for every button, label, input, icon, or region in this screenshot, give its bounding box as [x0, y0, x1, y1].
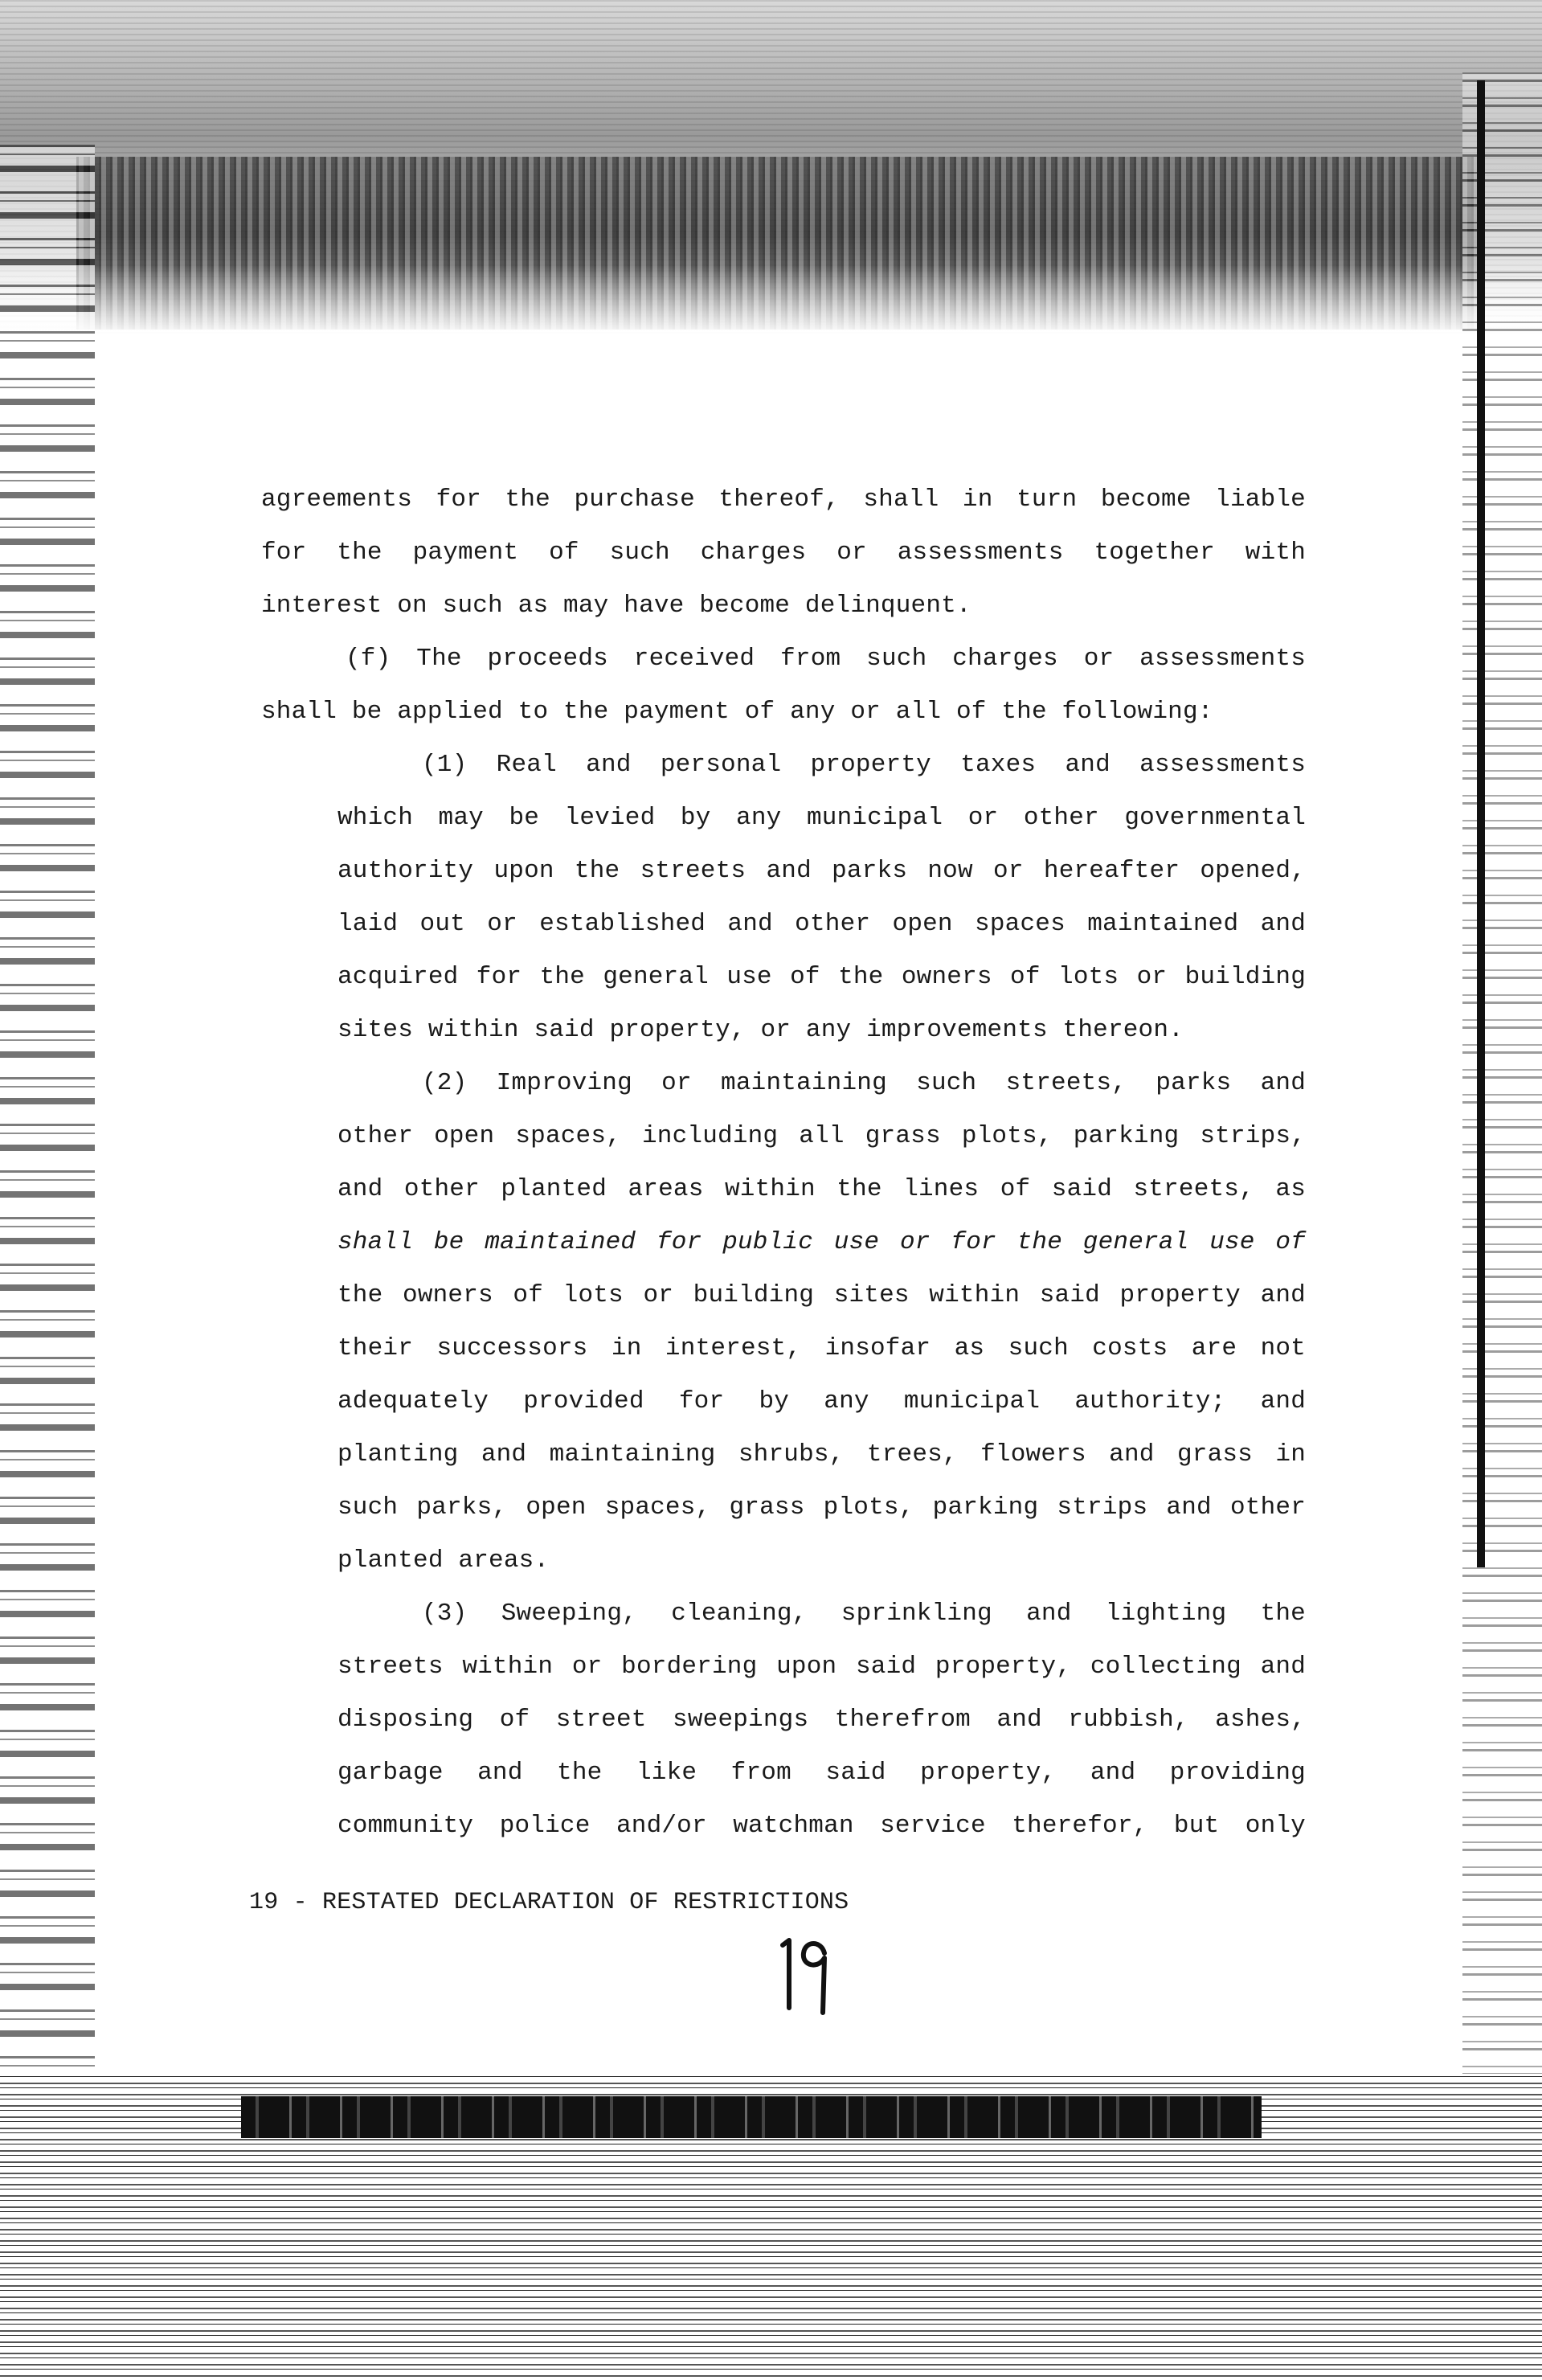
- text-line: which may be levied by any municipal or other governmental: [337, 804, 1306, 832]
- text-line: (2) Improving or maintaining such streets, parks and: [422, 1069, 1306, 1097]
- text-line: agreements for the purchase thereof, shall in turn become liable: [261, 485, 1306, 514]
- text-line: such parks, open spaces, grass plots, parking strips and other: [337, 1493, 1306, 1522]
- text-line: garbage and the like from said property, and providing: [337, 1759, 1306, 1787]
- text-line: acquired for the general use of the owners of lots or building: [337, 963, 1306, 991]
- text-line: community police and/or watchman service therefor, but only: [337, 1812, 1306, 1840]
- text-line: shall be maintained for public use or for the general use of: [337, 1228, 1306, 1256]
- text-line: interest on such as may have become delinquent.: [261, 592, 971, 620]
- text-line: sites within said property, or any improvements thereon.: [337, 1016, 1184, 1044]
- page-footer: 19 - RESTATED DECLARATION OF RESTRICTIONS: [249, 1889, 849, 1916]
- text-line: their successors in interest, insofar as such costs are not: [337, 1334, 1306, 1362]
- text-line: (3) Sweeping, cleaning, sprinkling and lighting the: [422, 1600, 1306, 1628]
- text-line: for the payment of such charges or assessments together with: [261, 539, 1306, 567]
- handwritten-page-number: [771, 1929, 836, 2017]
- text-line: authority upon the streets and parks now or hereafter opened,: [337, 857, 1306, 885]
- text-line: shall be applied to the payment of any or all of the following:: [261, 698, 1213, 726]
- text-line: (1) Real and personal property taxes and assessments: [422, 751, 1306, 779]
- text-line: and other planted areas within the lines of said streets, as: [337, 1175, 1306, 1203]
- text-line: other open spaces, including all grass plots, parking strips,: [337, 1122, 1306, 1150]
- text-line: adequately provided for by any municipal authority; and: [337, 1387, 1306, 1415]
- text-line: disposing of street sweepings therefrom and rubbish, ashes,: [337, 1706, 1306, 1734]
- text-line: planted areas.: [337, 1546, 550, 1575]
- text-line: streets within or bordering upon said property, collecting and: [337, 1653, 1306, 1681]
- text-line: planting and maintaining shrubs, trees, flowers and grass in: [337, 1440, 1306, 1469]
- text-line: the owners of lots or building sites within said property and: [337, 1281, 1306, 1309]
- text-line: laid out or established and other open spaces maintained and: [337, 910, 1306, 938]
- text-line: (f) The proceeds received from such charges or assessments: [346, 645, 1306, 673]
